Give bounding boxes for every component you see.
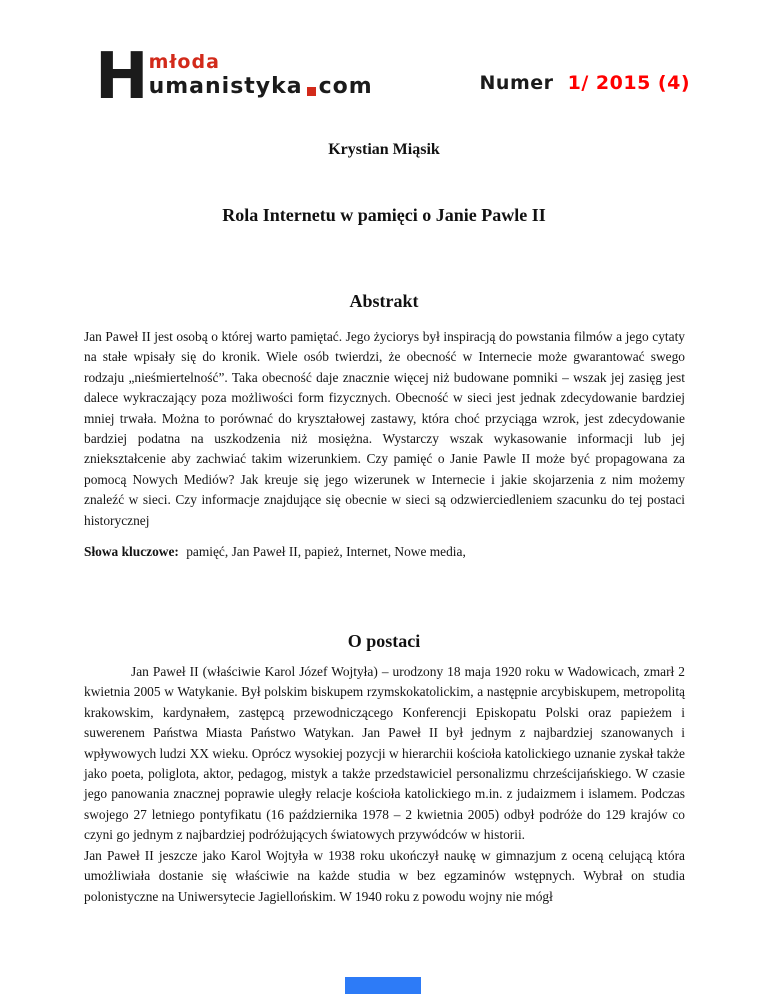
logo-word-mloda: młoda	[148, 51, 220, 73]
logo-initial-h: H	[95, 40, 146, 114]
about-paragraph-2: Jan Paweł II jeszcze jako Karol Wojtyła w 1938 roku ukończył naukę w gimnazjum z oceną celującą która umożliwiała dostanie się właściwie na każde studia w bez egzaminów wstępnych. Wybrał on studia polonistyczne na Uniwersytecie Jagiellońskim. W 1940 roku z powodu wojny nie mógł	[84, 848, 685, 904]
about-heading: O postaci	[347, 631, 421, 651]
abstract-paragraph: Jan Paweł II jest osobą o której warto pamiętać. Jego życiorys był inspiracją do powstania filmów a jego cytaty na stałe wpisały się do kronik. Wiele osób twierdzi, że obecność w Internecie może gwarantować swego rodzaju „nieśmiertelność”. Taka obecność daje znacznie więcej niż budowane pomniki – wszak jej zasięg jest dalece wykraczający poza możliwości form fizycznych. Obecność w sieci jest jednak zdecydowanie bardziej mniej trwała. Można to porównać do kryształowej zastawy, która choć przyciąga wzrok, jest zdecydowanie bardziej podatna na uszkodzenia niż mosiężna. Wystarczy wszak wykasowanie informacji lub jej zniekształcenie aby zachwiać takim wizerunkiem. Czy pamięć o Janie Pawle II może być propagowana za pomocą Nowych Mediów? Jak kreuje się jego wizerunek w Internecie i jakie skojarzenia z nim możemy znaleźć w sieci. Czy informacje znajdujące się obecnie w sieci są odzwierciedleniem szacunku do tej postaci historycznej	[84, 329, 685, 528]
mloda-humanistyka-logo	[95, 40, 373, 114]
issue-label: Numer	[479, 72, 554, 94]
issue-value: 1/ 2015 (4)	[567, 72, 690, 94]
author-name: Krystian Miąsik	[328, 141, 440, 158]
page-title: Rola Internetu w pamięci o Janie Pawle II	[222, 205, 546, 225]
logo-word-humanistyka-com	[149, 73, 373, 101]
issue-number	[480, 72, 690, 94]
progress-indicator	[345, 977, 421, 994]
red-square-icon	[307, 87, 316, 96]
keywords-label: Słowa kluczowe:	[84, 544, 179, 559]
keywords-value: pamięć, Jan Paweł II, papież, Internet, Nowe media,	[186, 544, 466, 559]
keywords-line	[84, 542, 685, 562]
logo-word-com: com	[318, 74, 373, 99]
about-paragraph-1: Jan Paweł II (właściwie Karol Józef Wojtyła) – urodzony 18 maja 1920 roku w Wadowicach, zmarł 2 kwietnia 2005 w Watykanie. Był polskim biskupem rzymskokatolickim, a następnie arcybiskupem, metropolitą krakowskim, kardynałem, zastępcą przewodniczącego Konferencji Episkopatu Polski oraz papieżem i suwerenem Państwa Miasta Państwo Watykan. Jan Paweł II był jednym z najbardziej szanowanych i wpływowych ludzi XX wieku. Oprócz wysokiej pozycji w hierarchii kościoła katolickiego uznanie zyskał także jako poeta, poliglota, aktor, pedagog, mistyk a także przedstawiciel personalizmu chrześcijańskiego. W czasie jego panowania znacznej poprawie uległy relacje kościoła katolickiego m.in. z judaizmem i islamem. Podczas swojego 27 letniego pontyfikatu (16 października 1978 – 2 kwietnia 2005) odbył podróże do 129 krajów co czyni go jednym z najbardziej podróżujących światowych przywódców w historii.	[84, 664, 685, 843]
logo-word-umanistyka: umanistyka	[148, 74, 303, 99]
logo-wordmark	[149, 50, 373, 101]
abstract-heading: Abstrakt	[349, 291, 419, 311]
